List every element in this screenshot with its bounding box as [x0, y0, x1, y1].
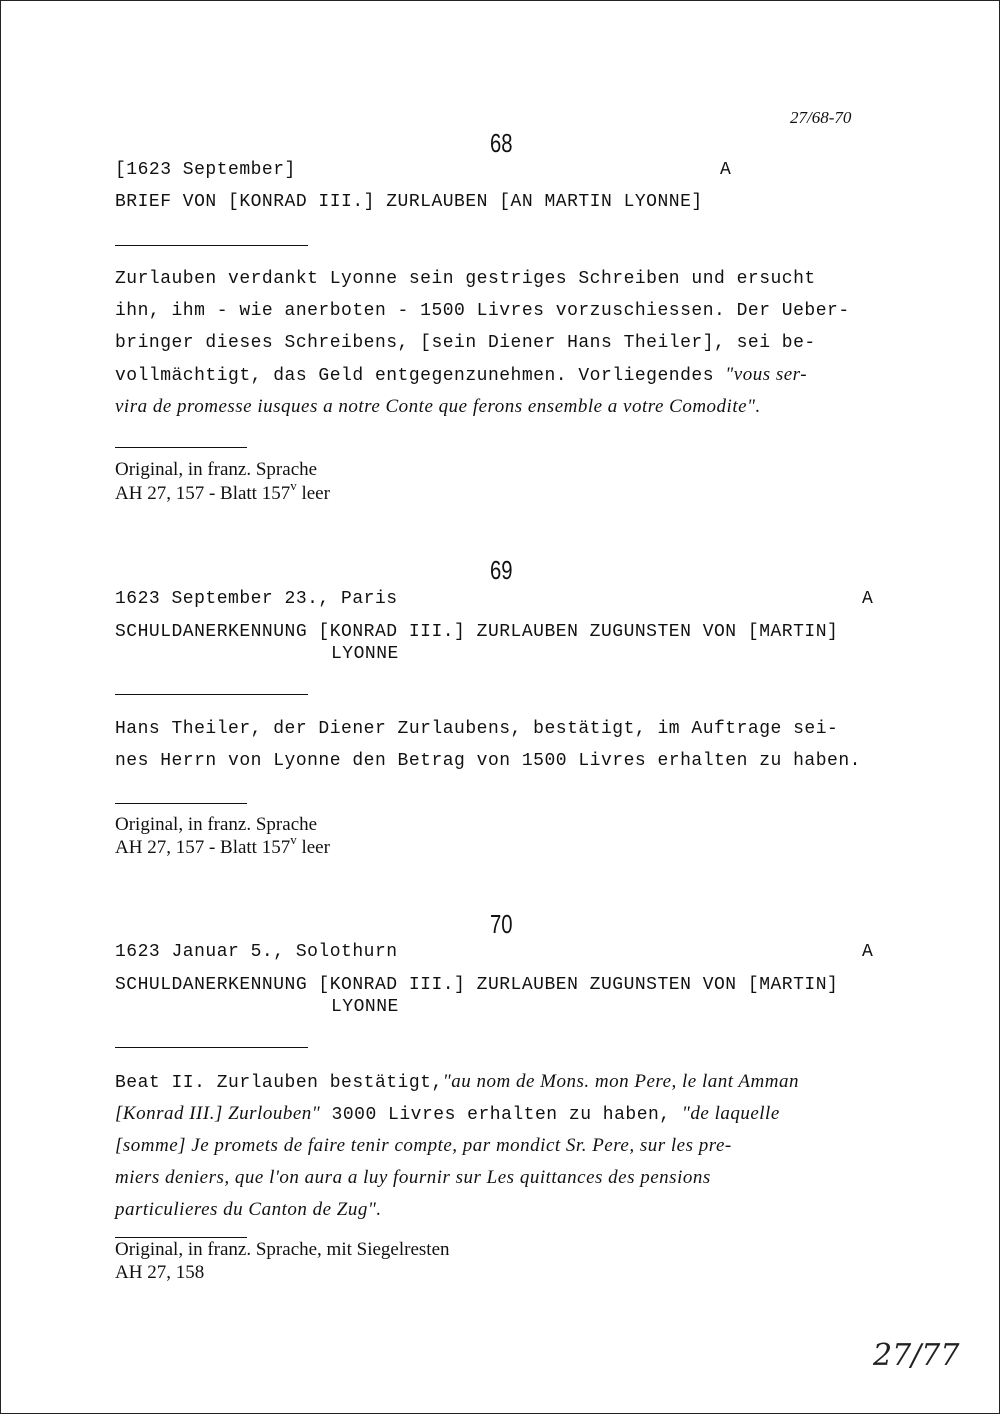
entry-letter: A: [862, 942, 874, 962]
divider: [115, 803, 247, 804]
divider: [115, 1047, 308, 1048]
summary-line: [115, 391, 895, 423]
summary-line: ihn, ihm - wie anerboten - 1500 Livres vorzuschiessen. Der Ueber-: [115, 301, 850, 321]
quote-text: [somme] Je promets de faire tenir compte, par mondict Sr. Pere, sur les pre-: [115, 1135, 732, 1156]
entry-title-continuation: LYONNE: [331, 644, 399, 664]
source-reference: AH 27, 157 - Blatt 157$^v$ leer: [115, 478, 330, 504]
quote-text: "vous ser-: [725, 364, 808, 385]
source-line: Original, in franz. Sprache, mit Siegelresten: [115, 1239, 450, 1260]
divider: [115, 1237, 247, 1238]
quote-text: miers deniers, que l'on aura a luy fournir sur Les quittances des pensions: [115, 1167, 711, 1188]
entry-letter: A: [862, 589, 874, 609]
summary-line: vollmächtigt, das Geld entgegenzunehmen. Vorliegendes "vous ser-: [115, 364, 808, 386]
entry-number: 70: [490, 909, 513, 939]
entry-title-continuation: LYONNE: [331, 997, 399, 1017]
entry-date: [1623 September]: [115, 160, 296, 180]
entry-date: 1623 Januar 5., Solothurn: [115, 942, 398, 962]
folio-handwritten: 27/77: [873, 1338, 960, 1373]
entry-number: 68: [490, 128, 513, 158]
summary-line: bringer dieses Schreibens, [sein Diener Hans Theiler], sei be-: [115, 333, 816, 353]
entry-summary: [115, 263, 895, 423]
entry-number: 69: [490, 555, 513, 585]
divider: [115, 245, 308, 246]
summary-line: Beat II. Zurlauben bestätigt,"au nom de Mons. mon Pere, le lant Amman: [115, 1071, 799, 1093]
summary-line: nes Herrn von Lyonne den Betrag von 1500 Livres erhalten zu haben.: [115, 751, 861, 771]
quote-text: "de laquelle: [681, 1103, 780, 1124]
quote-text: particulieres du Canton de Zug".: [115, 1199, 382, 1220]
source-reference: AH 27, 157 - Blatt 157$^v$ leer: [115, 832, 330, 858]
entry-summary: [115, 1066, 895, 1226]
page-reference: 27/68-70: [790, 108, 852, 127]
entry-summary: [115, 713, 895, 777]
quote-text: "au nom de Mons. mon Pere, le lant Amman: [442, 1071, 799, 1092]
summary-line: Hans Theiler, der Diener Zurlaubens, bestätigt, im Auftrage sei-: [115, 719, 839, 739]
quote-text: [Konrad III.] Zurlouben": [115, 1103, 321, 1124]
source-line: Original, in franz. Sprache: [115, 814, 318, 835]
summary-line: [115, 1162, 895, 1194]
entry-date: 1623 September 23., Paris: [115, 589, 398, 609]
divider: [115, 447, 247, 448]
summary-line: Zurlauben verdankt Lyonne sein gestriges Schreiben und ersucht: [115, 269, 816, 289]
source-line: Original, in franz. Sprache: [115, 459, 318, 480]
entry-title: BRIEF VON [KONRAD III.] ZURLAUBEN [AN MARTIN LYONNE]: [115, 192, 703, 212]
divider: [115, 694, 308, 695]
entry-title: SCHULDANERKENNUNG [KONRAD III.] ZURLAUBEN ZUGUNSTEN VON [MARTIN]: [115, 622, 839, 642]
summary-line: [115, 1130, 895, 1162]
summary-line: [115, 1194, 895, 1226]
source-reference: AH 27, 158: [115, 1262, 205, 1283]
entry-title: SCHULDANERKENNUNG [KONRAD III.] ZURLAUBEN ZUGUNSTEN VON [MARTIN]: [115, 975, 839, 995]
entry-letter: A: [720, 160, 732, 180]
quote-text: vira de promesse iusques a notre Conte que ferons ensemble a votre Comodite".: [115, 396, 761, 417]
summary-line: [Konrad III.] Zurlouben" 3000 Livres erhalten zu haben, "de laquelle: [115, 1103, 780, 1125]
